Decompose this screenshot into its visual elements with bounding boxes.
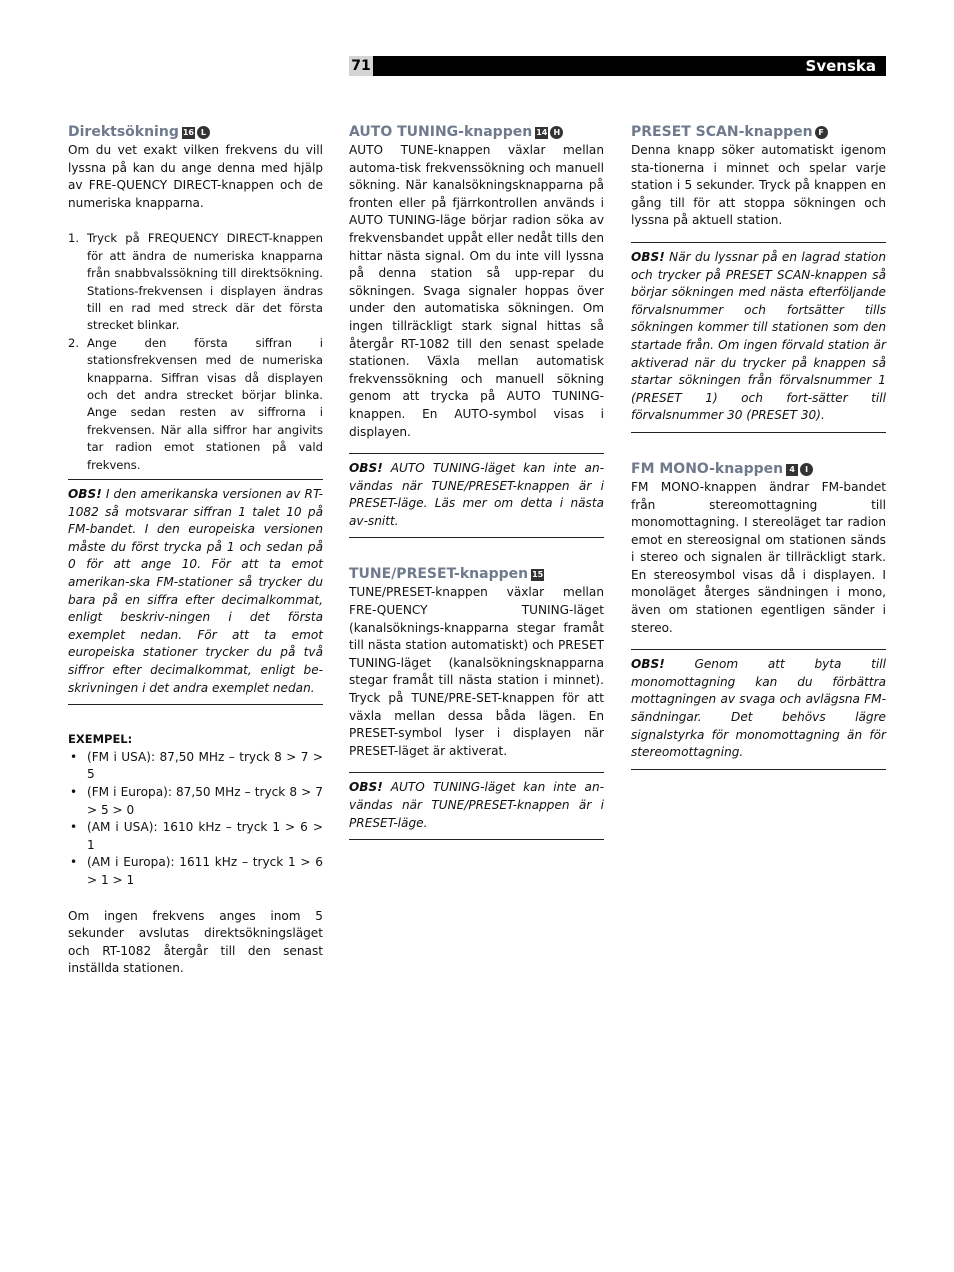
section-title-text: Direktsökning: [68, 124, 179, 140]
auto-tuning-text: AUTO TUNE-knappen växlar mellan automa-tisk frekvenssökning och manuell sökning. När kanalsökningsknapparna på fronten eller på fjärrkontrollen används i AUTO TUNING-läge börjar radion söka av frekvensbandet uppåt eller nedåt tills den hittar nästa signal. Om du inte vill lyssna på denna station så upp-repar du sökningen. Svaga signaler hoppas över under den automatiska sökningen. Om ingen tillräckligt stark signal hittas så återgår RT-1082 till den senast spelade stationen. Växla mellan automatisk frekvenssökning och manuell sökning genom att trycka på AUTO TUNING-knappen. En AUTO-symbol visas i displayen.: [349, 143, 604, 439]
section-title-text: PRESET SCAN-knappen: [631, 124, 813, 140]
list-item: [68, 784, 323, 819]
steps-list: [68, 230, 323, 474]
section-title-tune-preset: [349, 564, 604, 584]
button-letter-badge: L: [197, 126, 210, 139]
note-text: AUTO TUNING-läget kan inte an-vändas när TUNE/PRESET-knappen är i PRESET-läge.: [349, 780, 604, 830]
language-label: Svenska: [805, 57, 876, 75]
button-letter-badge: H: [550, 126, 563, 139]
bullet: •: [70, 749, 78, 764]
button-letter-badge: F: [815, 126, 828, 139]
note-text: I den amerikanska versionen av RT-1082 så motsvarar siffran 1 talet 10 på FM-bandet. I den europeiska versionen måste du först trycka på 1 och sedan på 0 för att ange 10. För att ta emot amerikan-ska FM-stationer så trycker du bara på en siffra efter decimalkommat, enligt beskriv-ningen i det första exemplet nedan. För att ta emot europeiska stationer trycker du på två siffror efter decimalkommat, enligt be-skrivningen i det andra exemplet nedan.: [68, 487, 323, 695]
example-text: (AM i USA): 1610 kHz – tryck 1 > 6 > 1: [87, 820, 323, 852]
note-text: När du lyssnar på en lagrad station och trycker på PRESET SCAN-knappen så börjar sökningen med nästa efterföljande förvalsnummer och fortsätter tills sökningen kommer till stationen som den startade från. Om ingen förvald station är aktiverad när du trycker på knappen så startar sökningen från förvalsnummer 1 (PRESET 1) och fort-sätter till förvalsnummer 30 (PRESET 30).: [631, 249, 886, 423]
step-number: 2.: [68, 335, 80, 350]
section-title-direktsokning: [68, 122, 323, 142]
step-text: Ange den första siffran i stationsfrekvensen med de numeriska knapparna. Siffran visas då displayen och det andra strecket börjar blinka. Ange sedan resten av siffrorna i frekvensen. När alla siffror har angivits tar radion emot stationen på vald frekvens.: [87, 335, 323, 472]
column-3: [631, 122, 886, 770]
note-label: OBS!: [68, 487, 102, 502]
bullet: •: [70, 855, 78, 870]
bullet: •: [70, 820, 78, 835]
list-item: [68, 819, 323, 854]
button-number-badge: 4: [786, 464, 798, 476]
note-text: Genom att byta till monomottagning kan du förbättra mottagningen av svaga och avlägsna FM-sändningar. Det behövs lägre signalstyrka för monomottagning än för stereomottagning.: [631, 657, 886, 760]
section-title-text: AUTO TUNING-knappen: [349, 124, 533, 140]
note-box: [631, 242, 886, 433]
preset-scan-text: Denna knapp söker automatiskt igenom sta-tionerna i minnet och spelar varje station i 5 sekunder. Tryck på knappen en gång till för att stoppa sökningen och lyssna på aktuell station.: [631, 143, 886, 228]
page-header-bar: [349, 56, 886, 76]
example-text: (AM i Europa): 1611 kHz – tryck 1 > 6 > 1 > 1: [87, 855, 323, 887]
button-letter-badge: I: [800, 463, 813, 476]
note-text: AUTO TUNING-läget kan inte an-vändas när TUNE/PRESET-knappen är i PRESET-läge. Läs mer om detta i nästa av-snitt.: [349, 461, 604, 528]
direktsokning-intro: Om du vet exakt vilken frekvens du vill lyssna på kan du ange denna med hjälp av FRE-QUENCY DIRECT-knappen och de numeriska knapparna.: [68, 143, 323, 210]
note-box: [68, 479, 323, 705]
note-label: OBS!: [631, 249, 665, 264]
section-title-preset-scan: [631, 122, 886, 142]
column-1: [68, 122, 323, 978]
list-item: [68, 749, 323, 784]
fm-mono-text: FM MONO-knappen ändrar FM-bandet från stereomottagning till monomottagning. I stereoläget tar radion emot en stereosignal om stationen sänds i stereo och signalen är tillräckligt stark. En stereosymbol visas då i displayen. I monoläget återges sändningen i mono, även om stationen egentligen sänder i stereo.: [631, 479, 886, 635]
section-title-text: TUNE/PRESET-knappen: [349, 566, 529, 583]
direktsokning-outro: Om ingen frekvens anges inom 5 sekunder avslutas direktsökningsläget och RT-1082 återgår till den senast inställda stationen.: [68, 908, 323, 976]
example-text: (FM i Europa): 87,50 MHz – tryck 8 > 7 > 5 > 0: [87, 784, 323, 817]
list-item: [68, 230, 323, 334]
note-label: OBS!: [349, 780, 383, 795]
note-box: [631, 649, 886, 770]
example-list: [68, 749, 323, 890]
section-title-text: FM MONO-knappen: [631, 460, 784, 477]
note-box: [349, 772, 604, 840]
example-heading: EXEMPEL:: [68, 732, 133, 747]
step-number: 1.: [68, 231, 80, 246]
tune-preset-text: TUNE/PRESET-knappen växlar mellan FRE-QUENCY TUNING-läget (kanalsöknings-knapparna stegar framåt till nästa station automatiskt) och PRESET TUNING-läget (kanalsökningsknapparna stegar framåt till nästa station i minnet). Tryck på TUNE/PRE-SET-knappen för att växla mellan dessa båda lägen. En PRESET-symbol lyser i displayen när PRESET-läget är aktiverat.: [349, 585, 604, 758]
section-title-fm-mono: [631, 459, 886, 479]
page-number: 71: [349, 56, 373, 76]
button-number-badge: 15: [532, 570, 544, 580]
list-item: [68, 854, 323, 889]
column-2: [349, 122, 604, 840]
note-box: [349, 453, 604, 538]
list-item: [68, 335, 323, 474]
button-number-badge: 14: [536, 128, 548, 137]
section-title-auto-tuning: [349, 122, 604, 142]
note-label: OBS!: [349, 461, 383, 476]
note-label: OBS!: [631, 657, 665, 672]
step-text: Tryck på FREQUENCY DIRECT-knappen för att ändra de numeriska knapparna från snabbvalssökning till direktsökning. Stations-frekvensen i displayen ändras till en rad med streck där det första strecket blinkar.: [87, 231, 323, 333]
button-number-badge: 16: [182, 128, 194, 137]
example-text: (FM i USA): 87,50 MHz – tryck 8 > 7 > 5: [87, 749, 323, 782]
bullet: •: [70, 784, 78, 799]
